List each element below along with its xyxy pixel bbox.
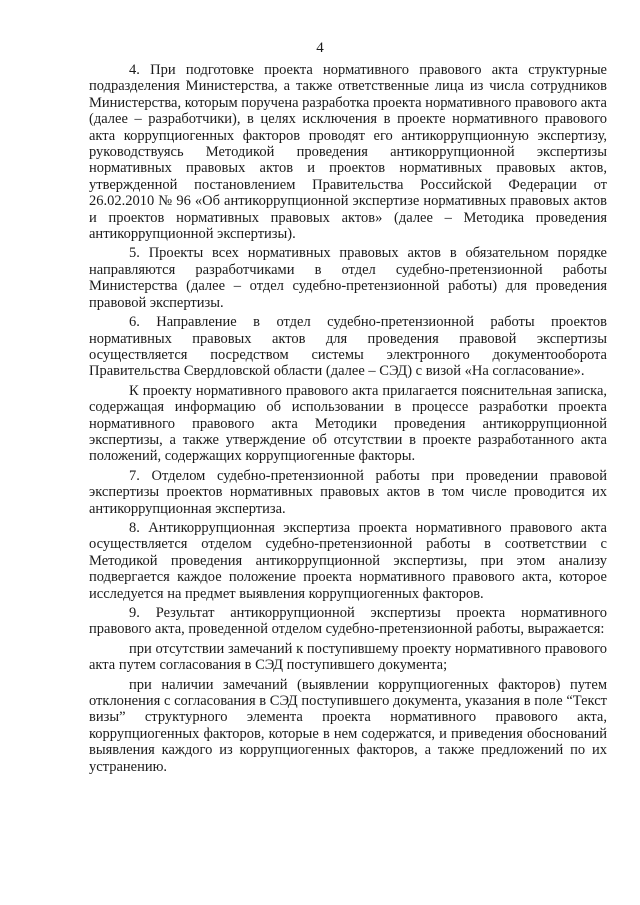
paragraph-5: 5. Проекты всех нормативных правовых актов в обязательном порядке направляются разработчиками в отдел судебно-претензионной работы Министерства (далее – отдел судебно-претензионной работы) для проведения правовой экспертизы. [89,245,607,311]
paragraph-9-no-remarks: при отсутствии замечаний к поступившему проекту нормативного правового акта путем согласования в СЭД поступившего документа; [89,640,607,674]
paragraph-8: 8. Антикоррупционная экспертиза проекта нормативного правового акта осуществляется отделом судебно-претензионной работы в соответствии с Методикой проведения антикоррупционной экспертизы, при этом анализу подвергается каждое положение проекта нормативного правового акта, которое исследуется на предмет выявления коррупциогенных факторов. [89,519,607,602]
paragraph-7: 7. Отделом судебно-претензионной работы при проведении правовой экспертизы проектов нормативных правовых актов в том числе проводится их антикоррупционная экспертиза. [89,467,607,517]
paragraph-6-explanatory-note: К проекту нормативного правового акта прилагается пояснительная записка, содержащая информацию об использовании в процессе разработки проекта нормативного правового акта Методики проведения антикоррупционной экспертизы, а также утверждение об отсутствии в проекте разработанного акта положений, содержащих коррупциогенные факторы. [89,382,607,465]
paragraph-4: 4. При подготовке проекта нормативного правового акта структурные подразделения Министерства, а также ответственные лица из числа сотрудников Министерства, которым поручена разработка проекта нормативного правового акта (далее – разработчики), в целях исключения в проекте нормативного правового акта коррупциогенных факторов проводят его антикоррупционную экспертизу, руководствуясь Методикой проведения антикоррупционной экспертизы нормативных правовых актов и проектов нормативных правовых актов, утвержденной постановлением Правительства Российской Федерации от 26.02.2010 № 96 «Об антикоррупционной экспертизе нормативных правовых актов и проектов нормативных правовых актов» (далее – Методика проведения антикоррупционной экспертизы). [89,62,607,243]
paragraph-6: 6. Направление в отдел судебно-претензионной работы проектов нормативных правовых актов для проведения правовой экспертизы осуществляется посредством системы электронного документооборота Правительства Свердловской области (далее – СЭД) с визой «На согласование». [89,314,607,380]
paragraph-9-with-remarks: при наличии замечаний (выявлении коррупциогенных факторов) путем отклонения с согласования в СЭД поступившего документа, указания в поле “Текст визы” структурного элемента проекта нормативного правового акта, коррупциогенных факторов, которые в нем содержатся, и приведения обоснований выявления каждого из коррупциогенных факторов, а также предложений по их устранению. [89,676,607,775]
paragraph-9: 9. Результат антикоррупционной экспертизы проекта нормативного правового акта, проведенной отделом судебно-претензионной работы, выражается: [89,605,607,638]
document-body [89,62,607,778]
page-number: 4 [316,40,324,56]
